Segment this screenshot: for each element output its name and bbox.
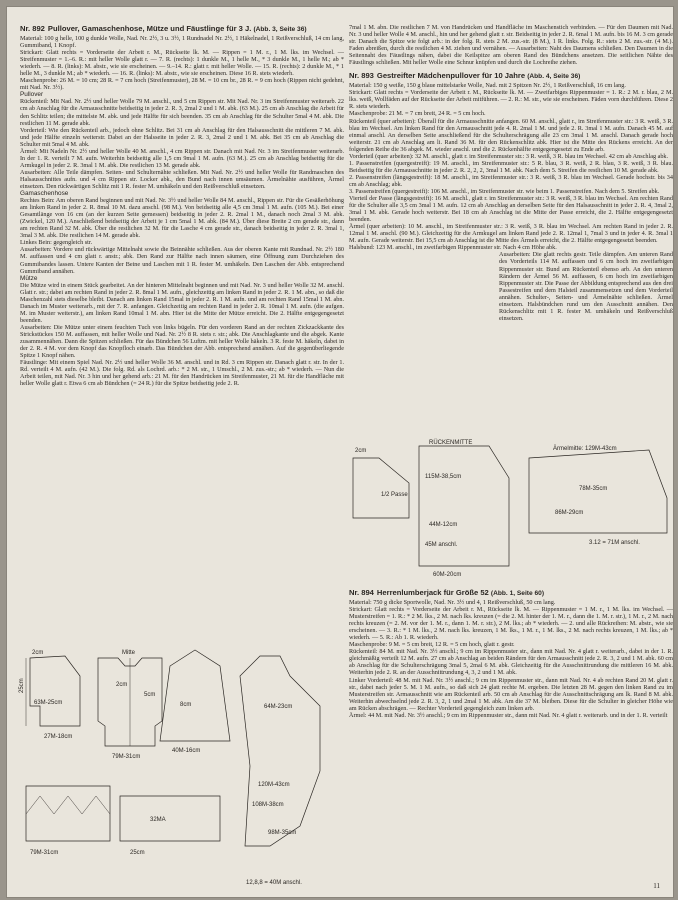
hat-zigzag <box>26 796 110 814</box>
mittens-text: Fäustlinge: Mit einem Spiel Nad. Nr. 2½ und heller Wolle 36 M. anschl. und in Rd. 3 cm Rippen str. Danach glatt r. str. In der 1. Rd. verteilt 4 M. aufn. (42 M.). Die folg. Rd. als Lochrd. arb.: * 2 M. str., 1 Umschl., 2 M. zus.-str.; ab * wiederh. — Nun die Arbeit teilen, mit Nad. Nr. 3 hin und her gehend arb.: 21 M. für den Handrücken im Streifenmuster, 21 M. für die Handfläche mit heller Wolle glatt r. Etwa 6 cm ab Bündchen (= 24 R.) für die Spitze beidseitig jede 2. R. <box>20 359 344 388</box>
hat-finishing-text: Ausarbeiten: Die Mütze unter einem feuchten Tuch von links bügeln. Für den vorderen Rand an der rechten Zickzackkante des Strickstückes 150 M. auffassen, mit heller Wolle und Nad. Nr. 2½ 8 R. stets r. str.; abk. Die Anschlagkante und die abgek. Kante zusammennähen. Dann die Spitzen schließen. Für das Bündchen 56 Luftm. mit heller Wolle häkeln. 3 R. feste M. häkeln, dabei in der 2. R. 4 M. vor dem Knopf das Knopfloch einarb. Das Bündchen der Abb. entsprechend annähen. Auf die gegenüberliegende Spitze 1 Knopf nähen. <box>20 323 344 360</box>
pattern-number: Nr. 892 <box>20 24 45 33</box>
dim-label: 120M-43cm <box>258 782 290 788</box>
sleeve-text: Ärmel: Mit Nadeln Nr. 2½ und heller Wolle 40 M. anschl., 4 cm Rippen str. Danach mit Nad. Nr. 3 im Streifenmuster weiterarb. In der 1. R. verteilt 7 M. aufn. Weiterhin beidseitig alle 1,5 cm 9mal 1 M. aufn. (63 M.). 25 cm ab Anschlag beidseitig für die Armkugel in jeder 2. R. 3mal 1 M. abk. Die restlichen 13 M. gerade abk. <box>20 147 344 169</box>
pattern-893-schematic <box>349 438 673 578</box>
yoke-strip-2-text: 2. Passenstreifen (längsgestreift): 18 M. anschl., im Streifenmuster str.: 3 R. weiß, 3 R. blau im Wechsel. Gerade hochstr. bis 34 cm ab Anschlag; abk. <box>349 173 673 188</box>
dim-label: 5cm <box>144 692 156 698</box>
dim-label: 79M-31cm <box>112 754 141 760</box>
hat-strip-outline <box>26 786 110 841</box>
figure-reference: (Abb. 4, Seite 36) <box>527 73 581 81</box>
finishing-text: Ausarbeiten: Alle Teile dämpfen. Seiten- und Schulternähte schließen. Mit Nad. Nr. 2½ und heller Wolle für Randmaschen des Halsausschnittes aufn. und 4 cm Rippen str. Locker abk., den Bund nach innen umsäumen. Ärmelnähte ausführen, Ärmel einsetzen. Den rückwärtigen Schlitz mit 1 R. fester M. umhäkeln und den Reißverschluß einsetzen. <box>20 168 344 190</box>
material-text: Material: 150 g weiße, 150 g blaue mittelstarke Wolle, Nad. mit 2 Spitzen Nr. 2½, 1 Reißverschluß, 16 cm lang. <box>349 82 626 90</box>
trouser-leg-outline <box>240 656 320 846</box>
dim-label: 40M-16cm <box>172 748 201 754</box>
sleeve-text: Ärmel (quer arbeiten): 10 M. anschl., im Streifenmuster str.: 3 R. weiß, 3 R. blau im Wechsel. Am rechten Rand in jeder 2. R. 12mal 1 M. anschl. (90 M.). Gleichzeitig für die Armkugel am linken Rand jede 2. R. 12mal 1, 7mal 3 und in jeder 4. R. 3mal 1 M. aufn. Gerade weiterstr. Bei 15,5 cm ab Anschlag ist die Mitte des Ärmels erreicht, die 2. Hälfte entgegengesetzt beenden. <box>349 223 673 245</box>
dim-label: Ärmelmitte: 129M-43cm <box>553 446 617 452</box>
stitch-text: Strickart: Glatt rechts = Vorderseite der Arbeit r. M., Rückseite lk. M. — Rippen = 1 M. r., 1 M. lks. im Wechsel. — Streifenmuster = 1.–6. R.: mit heller Wolle glatt r. — 7. R. (rechts): 1 dunkle M., 1 helle M., * 3 dunkle M., 1 helle M.; ab * wiederh. — 8. R. (links): M. abstr., wie sie erscheinen. — 9.–14. R.: glatt r. mit heller Wolle. — 15. R. (rechts): 2 dunkle M., * 1 helle M., 3 dunkle M.; ab * wiederh. — 16. R. (links): M. abstr., wie sie erscheinen. Diese 16 R. stets wiederh. <box>20 49 344 78</box>
gauge-text: Maschenprobe: 9 M. = 5 cm breit, 12 R. = 5 cm hoch, glatt r. gestr. <box>349 641 515 649</box>
half-yoke-outline <box>353 458 409 518</box>
neckband-text: Halsbund: 123 M. anschl., im zweifarbigen Rippenmuster str. Nach 4 cm Höhe abk. <box>349 244 557 252</box>
dim-label: 2cm <box>355 448 367 454</box>
dim-label: 2cm <box>32 650 44 656</box>
finishing-text: Ausarbeiten: Die glatt rechts gestr. Teile dämpfen. Am unteren Rand des Vorderteils 114 M. auffassen und 6 cm hoch im zweifarbigen Rippenmuster str. Bund am Rückenteil ebenso arb. An den unteren Rändern der Ärmel 56 M. auffassen, 6 cm hoch im zweifarbigen Rippenmuster str. Die Passe der Abbildung entsprechend aus den drei Passestreifen und dem Halsteil zusammensetzen und dem Vorderteil annähen. Schulter-, Seiten- und Ärmelnähte schließen. Ärmel einsetzen. Halsbündchen rund um den Ausschnitt annähen. Den Rückenschlitz mit 1 R. fester M. umhäkeln und Reißverschluß einsetzen. <box>499 251 673 322</box>
left-front-text: Linker Vorderteil: 48 M. mit Nad. Nr. 3½ anschl.; 9 cm im Rippenmuster str., dann mit Nad. Nr. 4 ab rechten Rand 20 M. glatt r. str., dabei nach jeder 5. M. 1 M. aufn., so daß sich 24 glatt rechte M. ergeben. Die letzten 28 M. gegen den linken Rand zu im Musterstreifen str. Armausschnitt wie am Rückenteil arb. 50 cm ab Anschlag für die Ausschnittschrägung am lk. Rand 8 M. abk. Weiterhin abwechselnd jede 2. R. 3, 2, 1 und 2mal 1 M. abk. Am die 37 M. bleiben. Diese für die Schulter in gleicher Höhe wie am Rücken abschrägen. — Rechter Vorderteil gegengleich zum linken arb. <box>349 676 673 712</box>
material-text: Material: 750 g dicke Sportwolle, Nad. Nr. 3½ und 4, 1 Reißverschluß, 50 cm lang. <box>349 599 556 606</box>
back-piece-text: Rückenteil: Mit Nad. Nr. 2½ und heller Wolle 79 M. anschl., und 5 cm Rippen str. Mit Nad. Nr. 3 im Streifenmuster weiterarb. 22 cm ab Anschlag für die Armausschnitte beidseitig in jeder 2. R. 3, 2mal 2 und 1 M. abk. (63 M.). 25 cm ab Anschlag die Arbeit für den Schlitz teilen; die mittelste M. abk. und jede Hälfte für sich beenden. 35 cm ab Anschlag für die Schulter 5mal 4 M. abk. Die restlichen 11 M. gerade abk. <box>20 98 344 127</box>
subheading-pullover: Pullover <box>20 91 44 99</box>
dim-label: 2cm <box>116 682 128 688</box>
pattern-title: Herrenlumberjack für Größe 52 <box>376 588 489 597</box>
dim-label: 12,8,8 = 40M anschl. <box>246 880 302 886</box>
yoke-strip-1-text: 1. Passenstreifen (quergestreift): 19 M. anschl., im Streifenmuster str.: 5 R. blau, 3 R. weiß, 2 R. blau, 3 R. weiß, 3 R. blau. Beidseitig für die Armausschnitte in jeder 2. R. 2, 2, 2, 3mal 1 M. abk. Nach dem 5. Streifen die restlichen 10 M. gerade abk. <box>349 159 673 174</box>
material-text: Material: 100 g helle, 100 g dunkle Wolle, Nad. Nr. 2½, 3 u. 3½, 1 Rundnadel Nr. 2½, 1 Häkelnadel, 1 Reißverschluß, 14 cm lang, Gummiband, 1 Knopf. <box>20 35 344 50</box>
dim-label: 63M-25cm <box>34 700 63 706</box>
pattern-number: Nr. 893 <box>349 71 374 81</box>
yoke-quarter-text: Vierteil der Passe (längsgestreift): 16 M. anschl., glatt r. im Streifenmuster str.: 3 R. weiß, 3 R. blau im Wechsel. Am rechten Rand für die Schulter alle 3,5 cm 3mal 1 M. aufn. 12 cm ab Anschlag an derselben Seite für den Halsausschnitt in jeder 2. R. 4, 3mal 2, 3mal 1 M. abk. Gerade hoch weiterstr. Bei 18 cm ab Anschlag ist die Mitte der Passe erreicht, die 2. Hälfte entgegengesetzt beenden. <box>349 195 673 224</box>
sleeve-text: Ärmel: 44 M. mit Nad. Nr. 3½ anschl.; 9 cm im Rippenmuster str., dann mit Nad. Nr. 4 glatt r. weiterarb. und in der 1. R. verteilt <box>349 711 668 719</box>
front-piece-text: Vorderteil: Wie den Rückenteil arb., jedoch ohne Schlitz. Bei 31 cm ab Anschlag für den Halsausschnitt die mittleren 7 M. abk. und jede Hälfte einzeln weiterstr. Dabei an der Halsseite in jeder 2. R. 3, 2mal 2 und 1 M. abk. Bei 35 cm ab Anschlag die Schulter mit 5mal 4 M. abk. <box>20 126 344 148</box>
pattern-title: Gestreifter Mädchenpullover für 10 Jahre <box>376 71 526 81</box>
dim-label: 32MA <box>150 817 166 823</box>
dim-label: 1/2 Passe <box>381 492 408 498</box>
back-piece-text: Rückenteil (quer arbeiten): Überall für die Armausschnitte anfangen. 60 M. anschl., glatt r., im Streifenmuster str.: 3 R. weiß, 3 R. blau im Wechsel. Am linken Rand für den Armausschnitt jede 4. R. 2mal 1 M. und jede 2. R. 3mal 1 M. aufn. Danach 45 M. auf einmal anschl. An derselben Seite anschließend für die Schulterschrägung alle 23 cm 3mal 1 M. anschl. Danach gerade hoch weiterstr. 21 cm ab Anschlag am li. Rand 36 M. für den Rückenschlitz abk. Hier ist die Mitte des Rückens erreicht. An der folgenden Reihe die 36 abgek. M. wieder anschl. und die 2. Rückenhälfte entgegengesetzt zu Ende arb. <box>349 117 673 153</box>
pattern-number: Nr. 894 <box>349 588 374 597</box>
dim-label: 79M-31cm <box>30 850 59 856</box>
mitten-continued-text: 7mal 1 M. abn. Die restlichen 7 M. von Handrücken und Handfläche im Maschenstich verbinden. — Für den Daumen mit Nad. Nr. 3 und heller Wolle 4 M. anschl., hin und her gehend glatt r. str. Beidseitig in jeder 2. R. 6mal 1 M. aufn. bis 16 M. 3 cm gerade str. Danach die Spitze wie folgt arb.: in der folg. R. stets 2 M. zus.-str. (8 M.), 1 R. links. Folg. R.: stets 2 M. zus.-str. (4 M.). Faden abreißen, durch die restlichen 4 M. ziehen und vernähen. — Ausarbeiten: Naht des Daumens schließen. Den Daumen in die Seitennaht des Fäustlings nähen, dabei die Keilspitze am oberen Rand des Bündchens ansetzen. Die seitlichen Nähte des Fäustlings schließen. Mit heller Wolle eine Schnur knüpfen und durch die Lochreihe ziehen. <box>349 24 673 67</box>
dim-label: 27M-18cm <box>44 734 73 740</box>
dim-label: 98M-35cm <box>268 830 297 836</box>
dim-label: 64M-23cm <box>264 704 293 710</box>
dim-label: 8cm <box>180 702 192 708</box>
dim-label: 115M-38,5cm <box>425 474 462 480</box>
mitten-outline <box>30 656 80 726</box>
dim-label: 45M anschl. <box>425 542 458 548</box>
gauge-text: Maschenprobe: 21 M. = 7 cm breit, 24 R. = 5 cm hoch. <box>349 110 486 118</box>
sleeve-outline <box>160 650 230 741</box>
hat-text: Die Mütze wird in einem Stück gearbeitet. An der hinteren Mittelnaht beginnen und mit Nad. Nr. 3 und heller Wolle 32 M. anschl. Glatt r. str.; dabei am rechten Rand in jeder 2. R. 8mal 1 M. aufn., gleichzeitig am linken Rand in jeder 2. R. 1 M. abn., so daß die Maschenzahl stets dieselbe bleibt. Danach am linken Rand 15mal in jeder 2. R. 1 M. aufn. und am rechten Rand 15mal 1 M. abn. Danach im Muster weiterarb., mit der 7. R. anfangen. Gleichzeitig am rechten Rand in jeder 2. R. 10mal 1 M. aufn. (die aufgen. M. im Muster weiterstr.), am linken Rand 10mal 1 M. abn. Hier ist die Mitte der Mütze erreicht. Die 2. Hälfte entgegengesetzt beenden. <box>20 281 344 324</box>
dim-label: 108M-38cm <box>252 802 284 808</box>
trouser-finishing-text: Ausarbeiten: Vordere und rückwärtige Mittelnaht sowie die Beinnähte schließen. Aus der oberen Kante mit Rundnad. Nr. 2½ 180 M. auffassen und 4 cm glatt r. anstr.; abk. Den Rand zur Hälfte nach innen säumen, eine Öffnung zum Durchziehen des Gummibandes lassen. Untere Kanten der Beine und Laschen mit 1 R. fester M. umhäkeln. Den Laschen der Abb. entsprechend Gummiband annähen. <box>20 246 344 275</box>
stitch-text: Strickart: Glatt rechts = Vorderseite der Arbeit r. M., Rückseite lk. M. — Rippenmuster = 1 M. r., 1 M. lks. im Wechsel. — Musterstreifen = 1. R.: * 2 M. lks., 2 M. nach lks. kreuzen (= die 2. M. hinter der 1. M. r., dann die 1. M. r. str.), 1 M. r., 2 M. nach rechts kreuzen (= 2. M. vor der 1. M. r., dann 1. M. r. str.), 2 M. lks.; ab * wiederh. — 2. und alle Rückreihen: M. abstr., wie sie erscheinen. — 3. R.: * 1 M. lks., 2 M. nach lks. kreuzen, 1 M. lks., 1 M. r., 1 M. lks., 2 M. nach rechts kreuzen, 1 M. lks.; ab * wiederh. — 5. R.: Ab 1. R. wiederh. <box>349 606 673 642</box>
dim-label: 44M-12cm <box>429 522 458 528</box>
dim-label: 86M-29cm <box>555 510 584 516</box>
magazine-page <box>6 6 674 898</box>
figure-reference: (Abb. 1, Seite 60) <box>490 590 545 597</box>
back-piece-text: Rückenteil: 84 M. mit Nad. Nr. 3½ anschl.; 9 cm im Rippenmuster str., dann mit Nad. Nr. 4 glatt r. weiterarb., dabei in der 1. R. gleichmäßig verteilt 12 M. aufn. 27 cm ab Anschlag an beiden Rändern für den Armausschnitt jede 2. R. 3, 2 und 1 M. abk. 60 cm ab Anschlag für die Schulterschrägung 3mal 5, 2mal 6 M. abk. Gleichzeitig für die Ausschnittrundung die mittleren 16 M. abk. Weiterhin jede 2. R. an der Ausschnittrundung 4, 3, 2 und 1 M. abk. <box>349 648 673 677</box>
pattern-892-heading <box>20 24 344 34</box>
yoke-strip-3-text: 3. Passenstreifen (quergestreift): 106 M. anschl., im Streifenmuster str. wie beim 1. Passenstreifen. Nach dem 5. Streifen abk. <box>349 187 660 195</box>
front-piece-text: Vorderteil (quer arbeiten): 32 M. anschl., glatt r. im Streifenmuster str.: 3 R. weiß, 3 R. blau im Wechsel. 42 cm ab Anschlag abk. <box>349 152 669 160</box>
dim-label: 60M-20cm <box>433 572 462 578</box>
dim-label: RÜCKENMITTE <box>429 440 473 446</box>
pattern-title: Pullover, Gamaschenhose, Mütze und Fäustlinge für 3 J. <box>47 24 252 33</box>
right-leg-text: Rechtes Bein: Am oberen Rand beginnen und mit Nad. Nr. 3½ und heller Wolle 84 M. anschl., Rippen str. Für die Gesäßerhöhung am linken Rand in jeder 2. R. 8mal 10 M. dazu anschl. (98 M.). Von beidseitig alle 4,5 cm 3mal 1 M. aufn. (105 M.). Bei einer Gesamtlänge von 16 cm (an der kurzen Seite gemessen) beidseitig in jeder 2. R. 2mal 1 M., danach noch 2mal 3 M. abk. (Zwickel, 120 M.). Anschließend beidseitig der Arbeit je 1 cm 5mal 1 M. abk. (84 M.). Über diese Breite 2 cm gerade str., dann am rechten Rand 32 M. abk. Über die restlichen 32 M. für die Lasche 4 cm gerade str., danach beidseitig in jeder 2. R. 3mal 1, 3mal 3 M. abk. Die restlichen 14 M. gerade abk. <box>20 197 344 240</box>
pattern-894-heading <box>349 588 673 598</box>
pattern-893-heading <box>349 71 673 81</box>
subheading-gamaschenhose: Gamaschenhose <box>20 190 69 198</box>
stitch-text: Strickart: Glatt rechts = Vorderseite der Arbeit r. M., Rückseite lk. M. — Zweifarbiges Rippenmuster = 1. R.: 2 M. r. blau, 2 M. lks. weiß, Wollfäden auf der Rückseite der Arbeit mitführen. — 2. R.: M. str., wie sie erscheinen. Fäden vorn durchführen. Diese 2 R. stets wiederh. <box>349 89 673 111</box>
dim-label: 78M-35cm <box>579 486 608 492</box>
dim-label: 3.12 = 71M anschl. <box>589 540 640 546</box>
subheading-muetze: Mütze <box>20 274 38 282</box>
dim-label: 25cm <box>130 850 145 856</box>
pattern-892-schematic <box>20 646 342 891</box>
right-column <box>349 24 673 322</box>
pattern-894-block <box>349 588 673 719</box>
gauge-text: Maschenprobe: 26 M. = 10 cm; 28 R. = 7 cm hoch (Streifenmuster), 28 M. = 10 cm br., 28 R. = 9 cm hoch (Rippen nicht gedehnt, mit Nad. Nr. 3½). <box>20 77 344 92</box>
front-strip-outline <box>120 796 220 841</box>
left-leg-text: Linkes Bein: gegengleich str. <box>20 239 93 247</box>
back-piece-outline <box>419 446 509 566</box>
dim-label: Mitte <box>122 650 136 656</box>
dim-label: 25cm <box>19 678 25 693</box>
page-number: 11 <box>653 882 660 890</box>
figure-reference: (Abb. 3, Seite 36) <box>253 26 307 33</box>
left-column <box>20 24 344 387</box>
